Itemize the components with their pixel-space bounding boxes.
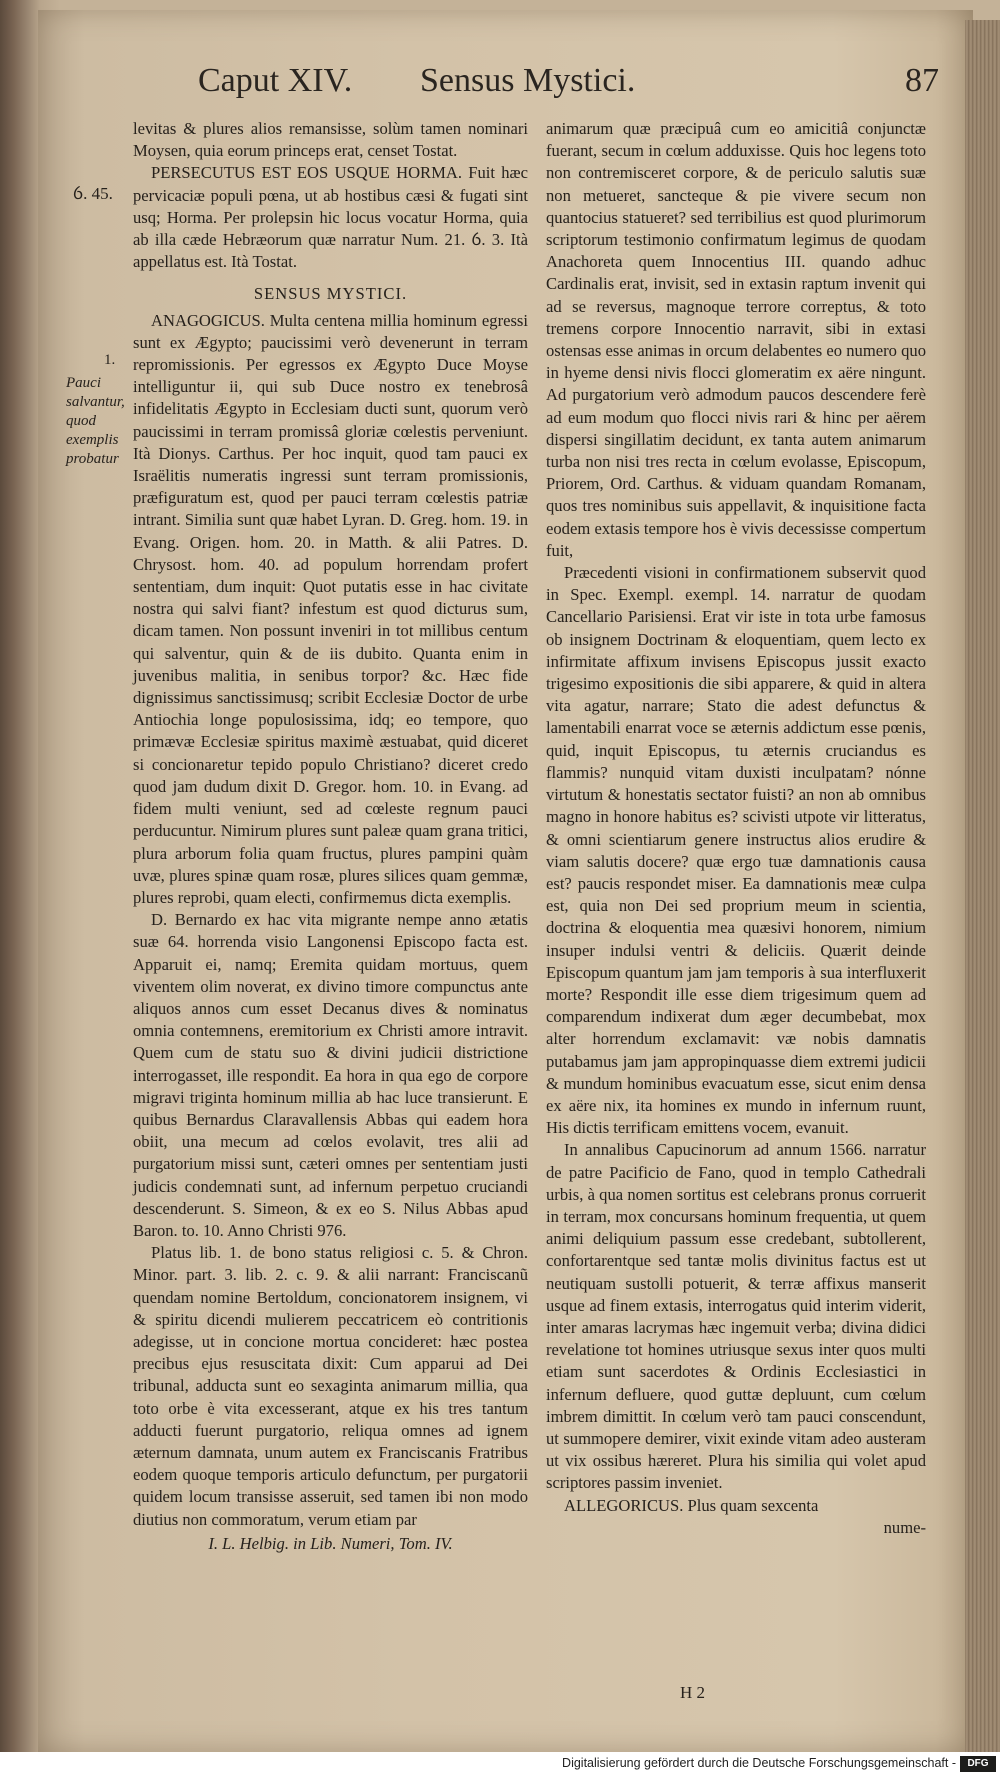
funding-credit: Digitalisierung gefördert durch die Deutsche Forschungsgemeinschaft - [562,1756,956,1770]
page-number: 87 [905,62,939,99]
section-heading: Sensus Mystici. [420,62,636,99]
paragraph: Platus lib. 1. de bono status religiosi c. 5. & Chron. Minor. part. 3. lib. 2. c. 9. & alii narrant: Franciscanũ quendam nomine Bertoldum, concionatorem insignem, vi & spiritu dicendi mulierem peccatricem eò contritionis adegisse, ut in concione mortua concideret: hæc postea precibus ejus resuscitata dixit: Cum apparui ad Dei tribunal, adducta sunt eo sexaginta animarum millia, qua toto orbe è vita excesserant, atque ex his tres tantum adducti fuerunt purgatorio, reliqua omnes ad ignem æternum damnata, unum autem ex Franciscanis Fratribus eodem quoque temporis articulo defunctum, per purgatorii quidem locum transisse asseruit, sed tamen ibi non modo diutius non commoratum, verum etiam par [133,1243,528,1529]
chapter-heading: Caput XIV. [198,62,353,99]
section-title: SENSUS MYSTICI. [253,284,408,304]
paragraph: animarum quæ præcipuâ cum eo amicitiâ conjunctæ fuerant, secum in cœlum adduxisse. Quis hoc legens toto non contremisceret corpore, & de periculo salutis suæ non metueret, sancteque & pie vivere secum non quantocius statueret? sed terribilius est quod plurimorum scriptorum testimonio confirmatum legimus de quodam Anachoreta quem Innocentius III. quando adhuc Cardinalis erat, invisit, sed in extasin raptum invenit qui ad se reversus, magnoque terrore correptus, & toto tremens corpore Innocentio narravit, sibi in extasi ostensas esse animas in orcum delabentes eo numero quo in hyeme densi nivis flocci glomeratim ex aëre ningunt. Ad purgatorium verò admodum paucos descendere ferè ad eum modum quo flocci nivis rari & hinc per aërem dispersi singillatim decidunt, ex tanta autem animarum turba non nisi tres recta in cœlum evolasse, Episcopum, Priorem, Ord. Carthus. & viduam quandam Romanam, quos tres nominibus suis appellavit, & inquisitione facta eodem extasis tempore hos è vivis decessisse compertum fuit, [546,119,926,560]
catchword: nume- [883,1517,926,1537]
verse-marker: ỽ. 45. [73,184,113,203]
paragraph: In annalibus Capucinorum ad annum 1566. narratur de patre Pacificio de Fano, quod in templo Cathedrali urbis, à qua nomen sortitus est celebrans pronus corruerit in terram, mox concursans hominum frequentia, ut quem animi deliquium passum esse credebant, subtollerent, confortarentque sed tantæ molis divinitus factus est ut neutiquam sustolli potuerit, & terræ affixus manserit usque ad finem extasis, interrogatus quid interim viderit, inter amaras lacrymas hæc ingemuit verba; divina didici revelatione tot homines utriusque sexus inter quos multi etiam sunt sacerdotes & Ordinis Ecclesiastici in infernum defluere, quod guttæ depluunt, cum cœlum imbrem dimittit. In cœlum verò tam pauci conscendunt, ut summopere demirer, vixit exinde vitam adeo austeram ut vix ossibus hæreret. Plura his similia qui volet apud scriptores passim inveniet. [546,1140,926,1493]
footer-strip [0,1752,1000,1777]
margin-gloss: Pauci salvantur, quod exemplis probatur [66,375,125,467]
left-column [133,118,528,1555]
paragraph: Præcedenti visioni in confirmationem subservit quod in Spec. Exempl. exempl. 14. narratur de quodam Cancellario Parisiensi. Erat vir iste in tota urbe famosus ob insignem Doctrinam & eloquentiam, quem lecto ex infirmitate affixum invisens Episcopus jussit exacto trigesimo expositionis die sibi apparere, & quid in altera vita agatur, narrare; Stato die adest defunctus & lamentabili enarrat voce se æternis addictum esse pœnis, quid, inquit Episcopus, tu æternis cruciandus es flammis? nunquid vitam duxisti inculpatam? nónne virtutum & honestatis sectator fuisti? an non ab omnibus magno in honore habitus es? scivisti utpote vir litteratus, & omni scientiarum genere instructus alios erudire & viam salutis docere? quæ ergo tuæ damnationis causa est? paucis respondet miser. Ea damnationis meæ culpa est, quia non Dei sed proprium meum in scientia, doctrina & eloquentia mea quæsivi honorem, nimium insuper indulsi ventri & deliciis. Quærit deinde Episcopum quantum jam jam temporis à sua interfluxerit morte? Respondit ille esse diem trigesimum quem ad comparendum indixerat dum æger decumbebat, mox alter horrendum exclamavit: væ nobis damnatis putabamus jam jam appropinquasse diem extremi judicii & mundum hominibus evacuatum esse, sicut enim densa ex aëre nix, ita homines ex mundo in infernum ruunt, His dictis terrificam emittens vocem, evanuit. [546,563,926,1138]
signature-mark: H 2 [680,1683,706,1702]
page-edge [965,20,1000,1760]
margin-number: 1. [104,352,116,368]
paragraph: D. Bernardo ex hac vita migrante nempe anno ætatis suæ 64. horrenda visio Langonensi Episcopo facta est. Apparuit ei, namq; Eremita quidam mortuus, quem viventem olim noverat, ex divino timore compunctus ante aliquos annos cum esset Decanus dives & nominatus omnia contemnens, eremitorium ex Christi amore intravit. Quem cum de statu suo & divini judicii districtione interrogasset, ille respondit. Ea hora in qua ego de corpore migravi triginta hominum millia ab hac luce transierunt. E quibus Bernardus Claravallensis Abbas qui eadem hora obiit, una mecum ad cœlos evolavit, tres alii ad purgatorium missi sunt, cæteri omnes per sententiam justi judicis condemnati sunt, ad infernum perpetuo cruciandi descenderunt. S. Simeon, & ex eo S. Nilus Abbas apud Baron. to. 10. Anno Christi 976. [133,910,528,1240]
paragraph: ANAGOGICUS. Multa centena millia hominum egressi sunt ex Ægypto; paucissimi verò devenerunt in terram repromissionis. Per egressos ex Ægypto Duce Moyse intelliguntur ii, qui sub Duce nostro ex tenebrosâ infidelitatis Ægypto in Ecclesiam ducti sunt, quorum verò paucissimi in terram promissâ gloriæ cœlestis perveniunt. Ità Dionys. Carthus. Per hoc inquit, quod tam pauci ex Israëlitis numeratis ingressi sunt terram promissionis, præfiguratum est, quod per pauci terram cœlestis patriæ intrant. Similia sunt quæ habet Lyran. D. Greg. hom. 19. in Evang. Origen. hom. 20. in Matth. & alii Patres. D. Chrysost. hom. 40. ad populum horrendam profert sententiam, dum inquit: Quot putatis esse in hac civitate nostra qui salvi fiant? infestum est quod dicturus sum, dicam tamen. Non possunt inveniri in tot millibus centum qui salventur, quin & de iis dubito. Quanta enim in juvenibus malitia, in senibus torpor? &c. Hæc fide dignissimus sanctissimusq; scribit Ecclesiæ Doctor de urbe Antiochia longe populosissima, idq; eo tempore, quo primævæ Ecclesiæ spiritus maximè æstuabat, quid diceret si concionaretur tepido populo Christiano? diceret credo quod jam dudum dixit D. Gregor. hom. 10. in Evang. ad fidem multi veniunt, sed ad cœleste regnum pauci perducuntur. Nimirum plures sunt paleæ quam grana tritici, plura arborum folia quam fructus, plures pampini quàm uvæ, plures spinæ quam rosæ, plures silices quam gemmæ, plures reprobi, quam electi, confirmemus dicta exemplis. [133,310,528,907]
paragraph: levitas & plures alios remansisse, solùm tamen nominari Moysen, quia eorum princeps erat, censet Tostat. [133,119,528,161]
paragraph: PERSECUTUS EST EOS USQUE HORMA. Fuit hæc pervicaciæ populi pœna, ut ab hostibus cæsi & fugati sint usq; Horma. Per prolepsin hic locus vocatur Horma, quia ab illa cæde Hebræorum quæ narratur Num. 21. ỽ. 3. Ità appellatus est. Ità Tostat. [133,163,528,272]
right-column [546,118,926,1539]
book-reference: I. L. Helbig. in Lib. Numeri, Tom. IV. [208,1533,453,1553]
running-head [0,62,1000,112]
dfg-logo: DFG [960,1756,996,1772]
paragraph: ALLEGORICUS. Plus quam sexcenta [564,1495,819,1515]
